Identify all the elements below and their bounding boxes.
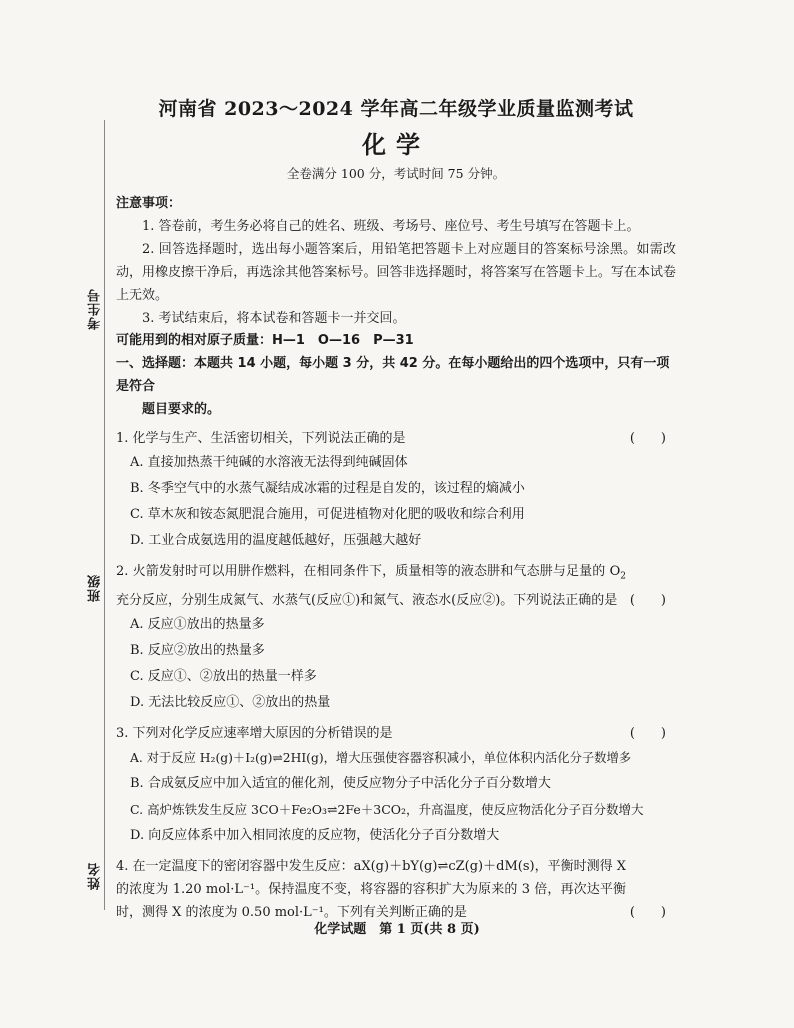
section-1-heading xyxy=(116,352,676,421)
exam-subject: 化学 xyxy=(362,130,430,159)
question-4 xyxy=(116,855,676,924)
section-1-line-2: 题目要求的。 xyxy=(142,402,221,417)
option-b: B. 合成氨反应中加入适宜的催化剂，使反应物分子中活化分子百分数增大 xyxy=(130,775,551,791)
notice-item-2: 2. 回答选择题时，选出每小题答案后，用铅笔把答题卡上对应题目的答案标号涂黑。如需改动，用橡皮擦干净后，再选涂其他答案标号。回答非选择题时，将答案写在答题卡上。写在本试卷上无效。 xyxy=(116,242,676,303)
notice-title: 注意事项： xyxy=(116,196,182,211)
option-c: C. 草木灰和铵态氮肥混合施用，可促进植物对化肥的吸收和综合利用 xyxy=(130,507,525,522)
option-c: C. 反应①、②放出的热量一样多 xyxy=(130,668,317,684)
question-2-stem-sub: 2 xyxy=(620,571,626,582)
notice-item-1: 1. 答卷前，考生务必将自己的姓名、班级、考场号、座位号、考生号填写在答题卡上。 xyxy=(142,219,640,234)
atomic-masses: 可能用到的相对原子质量：H—1 O—16 P—31 xyxy=(116,333,414,348)
option-a: A. 反应①放出的热量多 xyxy=(130,616,265,632)
answer-parenthesis: ( ) xyxy=(629,431,666,446)
question-stem xyxy=(116,427,676,450)
question-2-stem-b: 充分反应，分别生成氮气、水蒸气(反应①)和氮气、液态水(反应②)。下列说法正确的是 xyxy=(116,592,618,608)
answer-parenthesis: ( ) xyxy=(629,592,666,608)
question-1-stem: 1. 化学与生产、生活密切相关，下列说法正确的是 xyxy=(116,431,406,446)
notice-item-3: 3. 考试结束后，将本试卷和答题卡一并交回。 xyxy=(142,311,406,326)
question-stem xyxy=(116,722,676,745)
exam-content xyxy=(116,94,676,924)
option-b: B. 冬季空气中的水蒸气凝结成冰霜的过程是自发的，该过程的熵减小 xyxy=(130,481,525,496)
question-3-stem: 3. 下列对化学反应速率增大原因的分析错误的是 xyxy=(116,725,393,741)
exam-meta: 全卷满分 100 分，考试时间 75 分钟。 xyxy=(286,166,506,181)
notice-block xyxy=(116,192,676,330)
answer-parenthesis: ( ) xyxy=(629,904,666,920)
section-1-line-1: 一、选择题：本题共 14 小题，每小题 3 分，共 42 分。在每小题给出的四个选项中，只有一项是符合 xyxy=(116,356,670,394)
option-a: A. 对于反应 H₂(g)＋I₂(g)⇌2HI(g)，增大压强使容器容积减小，单位体积内活化分子数增多 xyxy=(130,750,632,765)
option-c: C. 高炉炼铁发生反应 3CO＋Fe₂O₃⇌2Fe＋3CO₂，升高温度，使反应物活化分子百分数增大 xyxy=(130,801,644,817)
question-1 xyxy=(116,427,676,554)
question-stem xyxy=(116,560,676,612)
question-2 xyxy=(116,560,676,716)
side-label-class: 班级 xyxy=(88,574,103,602)
page-footer: 化学试题 第 1 页(共 8 页) xyxy=(314,922,480,937)
option-b: B. 反应②放出的热量多 xyxy=(130,642,265,658)
side-label-exam-number: 考生号 xyxy=(88,288,103,330)
question-stem xyxy=(116,855,676,924)
question-2-stem-a: 2. 火箭发射时可以用肼作燃料，在相同条件下，质量相等的液态肼和气态肼与足量的 O xyxy=(116,564,621,579)
binding-line xyxy=(104,120,105,910)
exam-title: 河南省 2023～2024 学年高二年级学业质量监测考试 xyxy=(158,98,634,120)
option-a: A. 直接加热蒸干纯碱的水溶液无法得到纯碱固体 xyxy=(130,455,408,470)
option-d: D. 无法比较反应①、②放出的热量 xyxy=(130,694,331,710)
answer-parenthesis: ( ) xyxy=(629,725,666,741)
question-4-stem: 4. 在一定温度下的密闭容器中发生反应：aX(g)＋bY(g)⇌cZ(g)＋dM(s)，平衡时测得 X 的浓度为 1.20 mol·L⁻¹。保持温度不变，将容器的容积扩大为原来的 3 倍，再次达平衡时，测得 X 的浓度为 0.50 mol·L⁻¹。下列有关判断正确的是 xyxy=(116,858,626,920)
side-label-name: 姓名 xyxy=(88,862,103,890)
option-d: D. 工业合成氨选用的温度越低越好，压强越大越好 xyxy=(130,533,422,548)
question-3 xyxy=(116,722,676,849)
option-d: D. 向反应体系中加入相同浓度的反应物，使活化分子百分数增大 xyxy=(130,827,500,843)
